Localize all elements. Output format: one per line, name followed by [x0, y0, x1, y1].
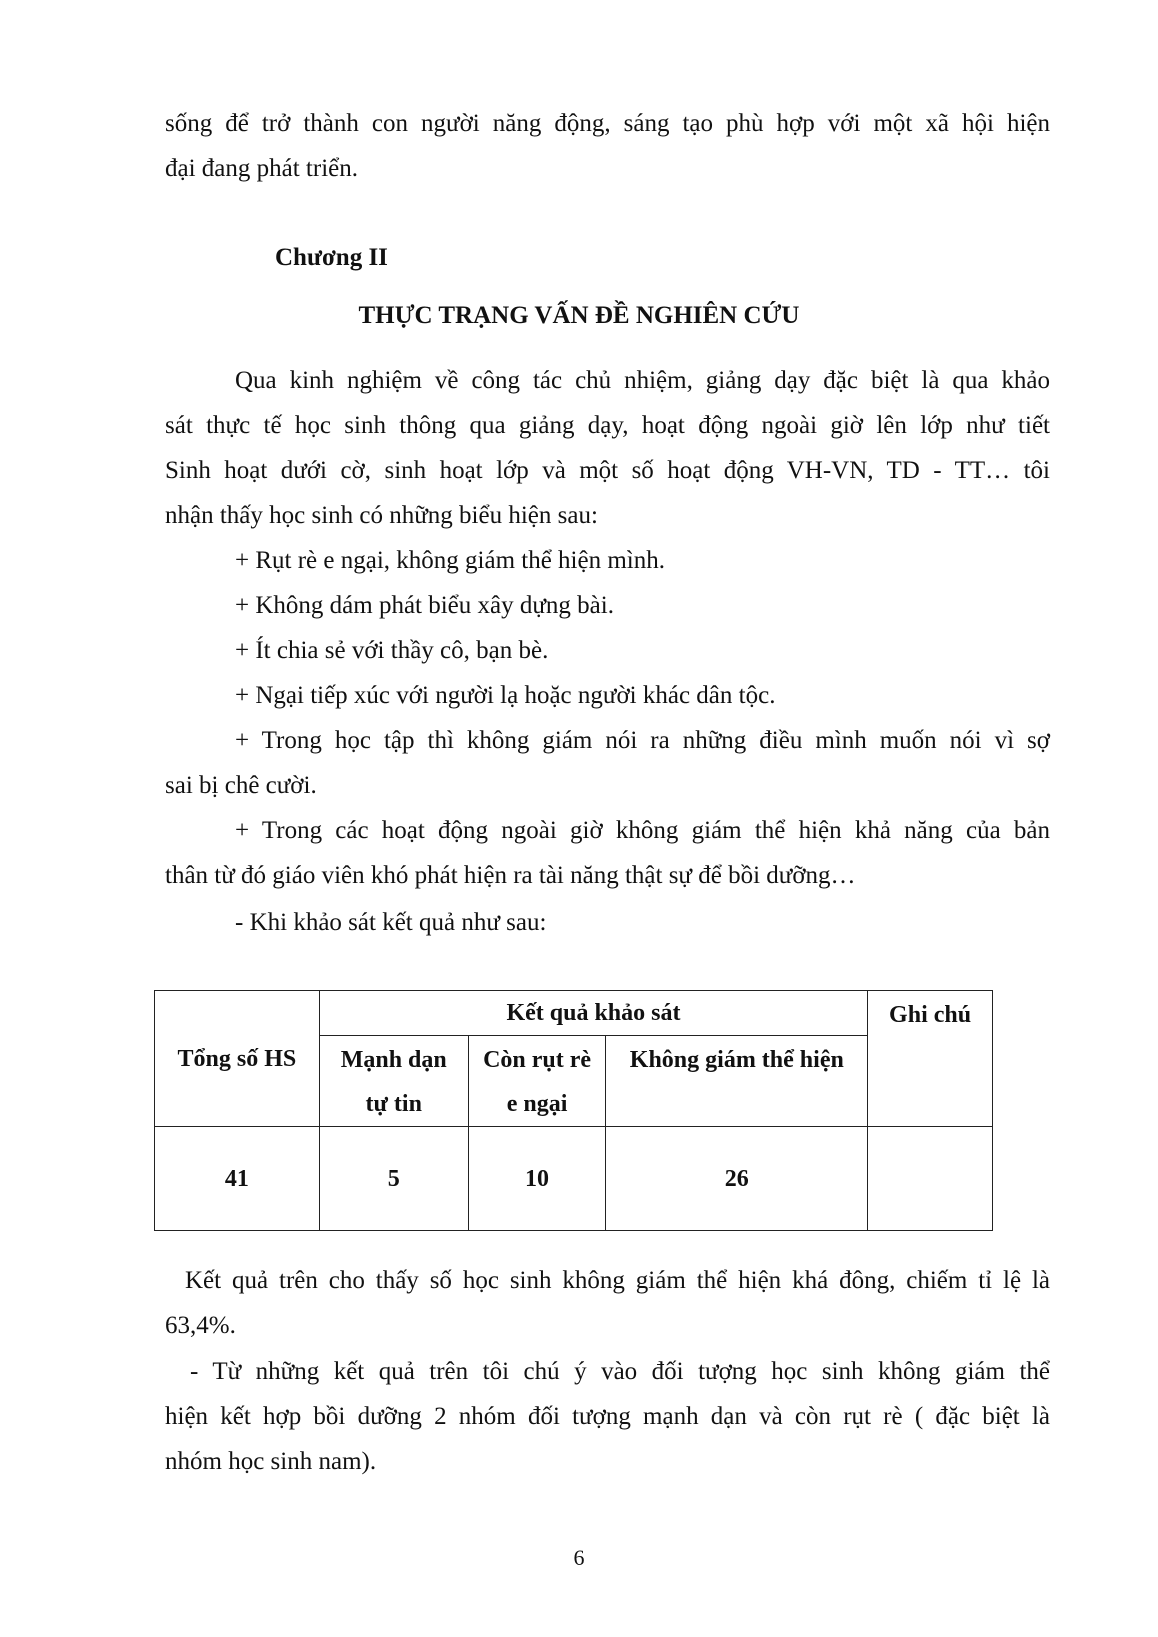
header-total: Tổng số HS — [155, 991, 320, 1127]
bullet-6-line-2: thân từ đó giáo viên khó phát hiện ra tài năng thật sự để bồi dưỡng… — [165, 862, 856, 889]
bullet-3: + Ít chia sẻ với thầy cô, bạn bè. — [235, 637, 549, 664]
survey-table — [154, 990, 993, 1231]
final-line-3: nhóm học sinh nam). — [165, 1448, 377, 1475]
cell-bold: 5 — [319, 1127, 468, 1231]
bullet-2: + Không dám phát biểu xây dựng bài. — [235, 592, 614, 619]
page-number: 6 — [573, 1545, 585, 1570]
intro-line-2: đại đang phát triển. — [165, 155, 358, 182]
cell-not-showing: 26 — [606, 1127, 868, 1231]
subheader-bold-line-2: tự tin — [365, 1091, 422, 1117]
subheader-bold — [319, 1036, 468, 1127]
final-line-1: - Từ những kết quả trên tôi chú ý vào đối tượng học sinh không giám thể — [190, 1358, 1050, 1385]
subheader-shy — [468, 1036, 606, 1127]
final-line-2: hiện kết hợp bồi dưỡng 2 nhóm đối tượng mạnh dạn và còn rụt rè ( đặc biệt là — [165, 1403, 1050, 1430]
para1-line-3: Sinh hoạt dưới cờ, sinh hoạt lớp và một số hoạt động VH-VN, TD - TT… tôi — [165, 457, 1050, 484]
bullet-4: + Ngại tiếp xúc với người lạ hoặc người khác dân tộc. — [235, 682, 776, 709]
subheader-shy-line-2: e ngại — [506, 1091, 568, 1117]
subheader-bold-line-1: Mạnh dạn — [340, 1047, 447, 1073]
bullet-6-line-1: + Trong các hoạt động ngoài giờ không giám thể hiện khả năng của bản — [235, 817, 1050, 844]
bullet-5-line-1: + Trong học tập thì không giám nói ra những điều mình muốn nói vì sợ — [235, 727, 1050, 754]
survey-intro: - Khi khảo sát kết quả như sau: — [235, 909, 547, 936]
cell-note — [868, 1127, 993, 1231]
conclusion-line-2: 63,4%. — [165, 1312, 236, 1339]
conclusion-line-1: Kết quả trên cho thấy số học sinh không giám thể hiện khá đông, chiếm tỉ lệ là — [185, 1267, 1050, 1294]
subheader-not-showing: Không giám thể hiện — [606, 1036, 868, 1127]
para1-line-1: Qua kinh nghiệm về công tác chủ nhiệm, giảng dạy đặc biệt là qua khảo — [235, 367, 1050, 394]
header-note: Ghi chú — [868, 991, 993, 1127]
bullet-1: + Rụt rè e ngại, không giám thể hiện mình. — [235, 547, 665, 574]
bullet-5-line-2: sai bị chê cười. — [165, 772, 317, 799]
para1-line-4: nhận thấy học sinh có những biểu hiện sau: — [165, 502, 598, 529]
header-result: Kết quả khảo sát — [319, 991, 867, 1036]
para1-line-2: sát thực tế học sinh thông qua giảng dạy, hoạt động ngoài giờ lên lớp như tiết — [165, 412, 1050, 439]
subheader-shy-line-1: Còn rụt rè — [483, 1047, 592, 1073]
chapter-label: Chương II — [275, 244, 388, 271]
chapter-title: THỰC TRẠNG VẤN ĐỀ NGHIÊN CỨU — [358, 302, 800, 329]
cell-total: 41 — [155, 1127, 320, 1231]
cell-shy: 10 — [468, 1127, 606, 1231]
intro-line-1: sống để trở thành con người năng động, sáng tạo phù hợp với một xã hội hiện — [165, 110, 1050, 137]
